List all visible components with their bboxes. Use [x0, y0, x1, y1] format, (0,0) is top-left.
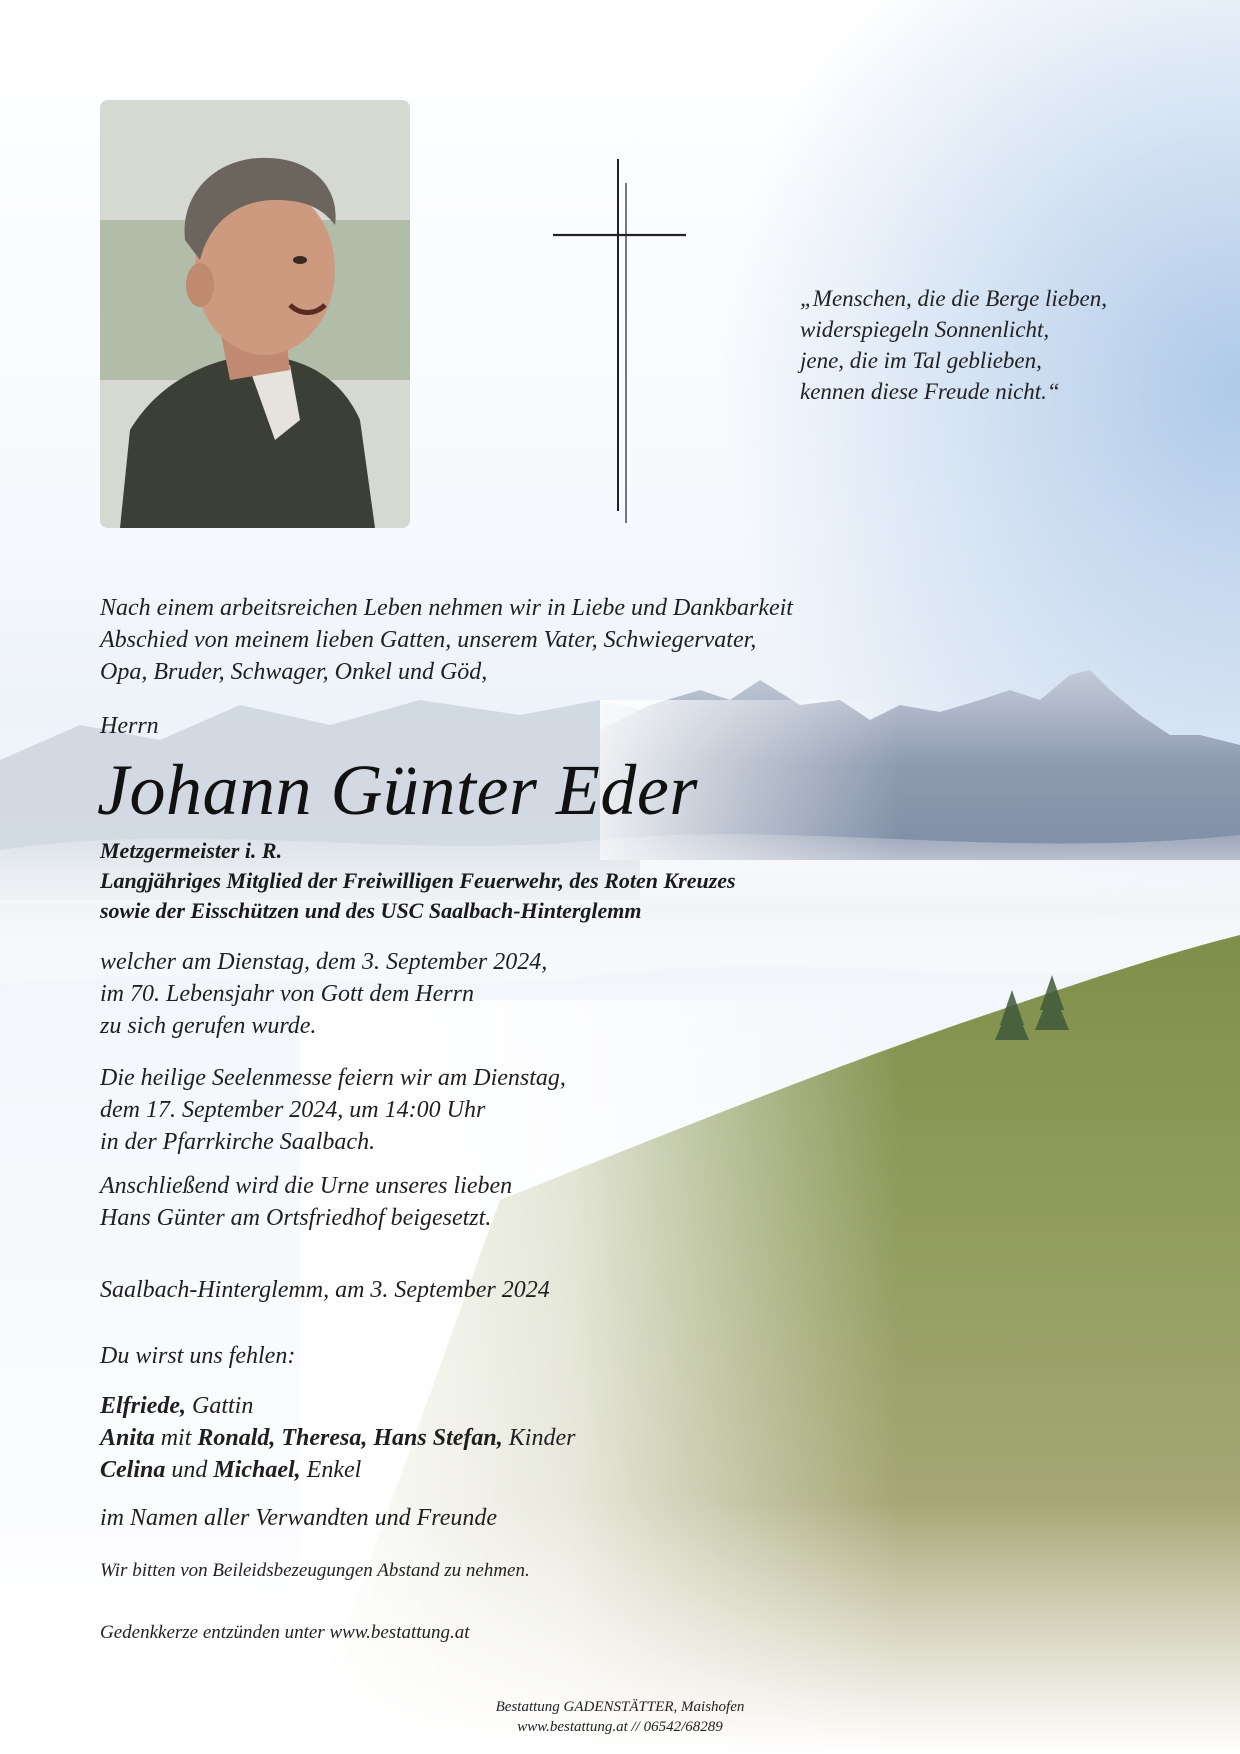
intro-text: [100, 592, 793, 688]
cross-icon: [550, 155, 690, 525]
mourner-name: Celina: [100, 1457, 166, 1483]
intro-line: Abschied von meinem lieben Gatten, unserem Vater, Schwiegervater,: [100, 627, 757, 653]
funeral-home-footer: [0, 1697, 1240, 1737]
deceased-name: Johann Günter Eder: [97, 750, 698, 830]
intro-line: Nach einem arbeitsreichen Leben nehmen wir in Liebe und Dankbarkeit: [100, 595, 793, 621]
memorial-quote: [800, 283, 1107, 407]
deceased-titles: [100, 836, 736, 926]
mourner-line-grandchildren: [100, 1454, 575, 1486]
mass-line: Die heilige Seelenmesse feiern wir am Dienstag,: [100, 1065, 566, 1091]
mass-line: in der Pfarrkirche Saalbach.: [100, 1129, 376, 1155]
title-line: Langjähriges Mitglied der Freiwilligen Feuerwehr, des Roten Kreuzes: [100, 868, 736, 893]
portrait-illustration: [100, 100, 410, 528]
intro-line: Opa, Bruder, Schwager, Onkel und Göd,: [100, 659, 488, 685]
mourner-name: Michael,: [213, 1457, 301, 1483]
quote-line: widerspiegeln Sonnenlicht,: [800, 317, 1050, 342]
mourner-name: Elfriede,: [100, 1393, 186, 1419]
urn-line: Hans Günter am Ortsfriedhof beigesetzt.: [100, 1205, 492, 1231]
death-line: zu sich gerufen wurde.: [100, 1013, 317, 1039]
quote-line: jene, die im Tal geblieben,: [800, 348, 1042, 373]
mourner-relation: Kinder: [502, 1425, 576, 1451]
quote-line: kennen diese Freude nicht.“: [800, 379, 1060, 404]
mourner-name: Anita: [100, 1425, 155, 1451]
place-date: Saalbach-Hinterglemm, am 3. September 2024: [100, 1277, 550, 1303]
mourner-connector: mit: [154, 1425, 198, 1451]
title-line: Metzgermeister i. R.: [100, 838, 283, 863]
mourner-line-spouse: [100, 1390, 575, 1422]
mass-line: dem 17. September 2024, um 14:00 Uhr: [100, 1097, 486, 1123]
mass-notice: [100, 1062, 566, 1158]
title-line: sowie der Eisschützen und des USC Saalbach-Hinterglemm: [100, 898, 642, 923]
mourner-connector: und: [165, 1457, 214, 1483]
mourner-relation: Enkel: [300, 1457, 362, 1483]
salutation: Herrn: [100, 713, 159, 739]
urn-line: Anschließend wird die Urne unseres lieben: [100, 1173, 513, 1199]
memorial-candle-note: Gedenkkerze entzünden unter www.bestattung.at: [100, 1622, 470, 1643]
quote-line: „Menschen, die die Berge lieben,: [800, 286, 1107, 311]
relatives-line: im Namen aller Verwandten und Freunde: [100, 1505, 498, 1531]
urn-notice: [100, 1170, 512, 1234]
funeral-home-contact: www.bestattung.at // 06542/68289: [517, 1719, 723, 1735]
death-notice: [100, 946, 547, 1042]
portrait-photo: [100, 100, 410, 528]
funeral-home-name: Bestattung GADENSTÄTTER, Maishofen: [495, 1699, 745, 1715]
mourner-name: Ronald, Theresa, Hans Stefan,: [197, 1425, 503, 1451]
missed-line: Du wirst uns fehlen:: [100, 1343, 296, 1369]
mourners-list: [100, 1390, 575, 1486]
death-line: im 70. Lebensjahr von Gott dem Herrn: [100, 981, 474, 1007]
mourner-relation: Gattin: [185, 1393, 254, 1419]
mourner-line-children: [100, 1422, 575, 1454]
death-line: welcher am Dienstag, dem 3. September 2024,: [100, 949, 548, 975]
condolence-note: Wir bitten von Beileidsbezeugungen Abstand zu nehmen.: [100, 1560, 530, 1581]
